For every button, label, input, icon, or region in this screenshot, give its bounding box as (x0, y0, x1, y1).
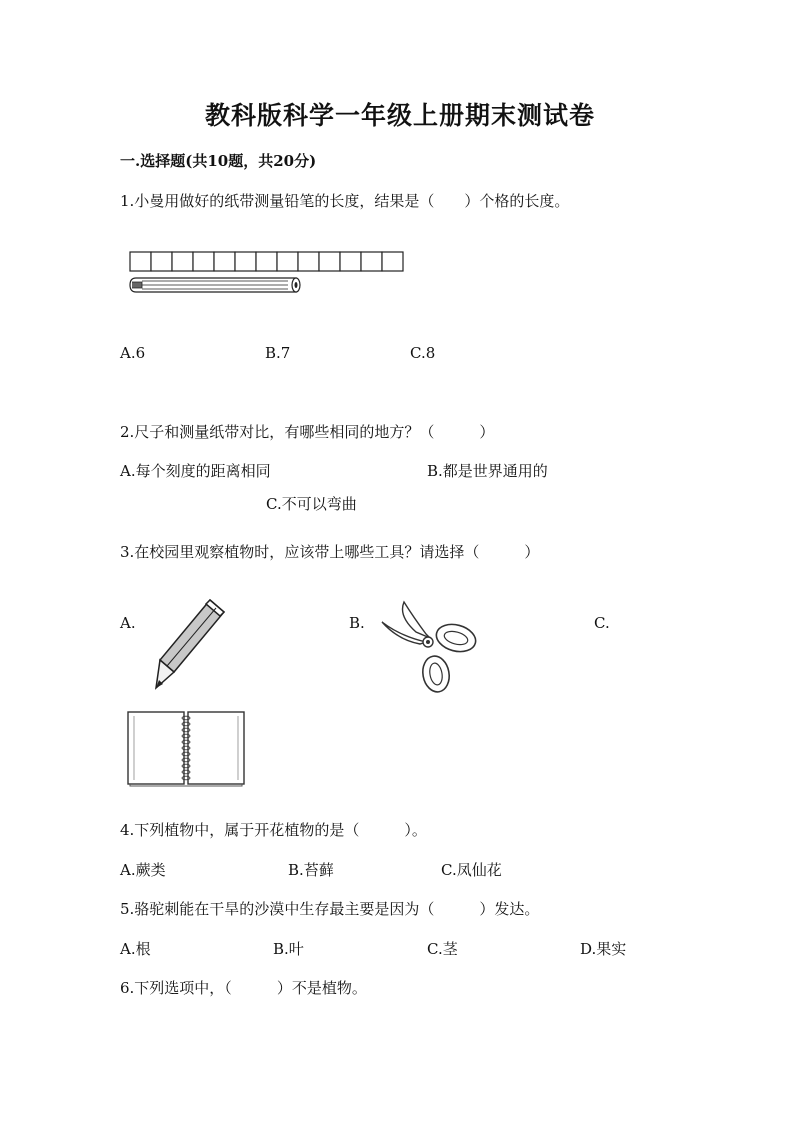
page-title: 教科版科学一年级上册期末测试卷 (204, 101, 595, 130)
question-1: 1.小曼用做好的纸带测量铅笔的长度，结果是（ ）个格的长度。 (120, 192, 570, 210)
q4-option-a[interactable]: A.蕨类 (120, 861, 166, 879)
q4-option-c[interactable]: C.凤仙花 (441, 861, 502, 879)
q1-option-b[interactable]: B.7 (265, 344, 291, 362)
q3-option-b[interactable]: B. (349, 614, 365, 632)
pencil-figure (130, 278, 300, 292)
strip-cell (277, 252, 298, 271)
scissors-icon (376, 596, 480, 694)
pencil-icon (150, 594, 230, 694)
paper-strip (130, 252, 403, 271)
q2-option-b[interactable]: B.都是世界通用的 (427, 462, 548, 480)
strip-cell (340, 252, 361, 271)
paper-strip-and-pencil-icon (128, 250, 408, 298)
q5-option-d[interactable]: D.果实 (580, 940, 627, 958)
strip-cell (298, 252, 319, 271)
strip-cell (130, 252, 151, 271)
question-2: 2.尺子和测量纸带对比，有哪些相同的地方？（ ） (120, 423, 495, 441)
question-6: 6.下列选项中，（ ）不是植物。 (120, 979, 367, 997)
q2-option-a[interactable]: A.每个刻度的距离相同 (120, 462, 271, 480)
question-3: 3.在校园里观察植物时，应该带上哪些工具？请选择（ ） (120, 543, 540, 561)
q4-option-b[interactable]: B.苔藓 (288, 861, 334, 879)
q5-option-c[interactable]: C.茎 (427, 940, 458, 958)
strip-cell (214, 252, 235, 271)
strip-cell (319, 252, 340, 271)
q1-option-a[interactable]: A.6 (120, 344, 146, 362)
q2-option-c[interactable]: C.不可以弯曲 (266, 495, 357, 513)
q3-option-c[interactable]: C. (594, 614, 610, 632)
strip-cell (151, 252, 172, 271)
strip-cell (193, 252, 214, 271)
question-4: 4.下列植物中，属于开花植物的是（ ）。 (120, 821, 427, 839)
strip-cell (382, 252, 403, 271)
strip-cell (172, 252, 193, 271)
q3-option-a[interactable]: A. (120, 614, 136, 632)
strip-cell (361, 252, 382, 271)
q5-option-b[interactable]: B.叶 (273, 940, 304, 958)
strip-cell (256, 252, 277, 271)
section-heading: 一.选择题(共10题，共20分) (120, 152, 317, 170)
q1-option-c[interactable]: C.8 (410, 344, 436, 362)
q5-option-a[interactable]: A.根 (120, 940, 151, 958)
notebook-icon (126, 708, 248, 788)
strip-cell (235, 252, 256, 271)
question-5: 5.骆驼刺能在干旱的沙漠中生存最主要是因为（ ）发达。 (120, 900, 540, 918)
